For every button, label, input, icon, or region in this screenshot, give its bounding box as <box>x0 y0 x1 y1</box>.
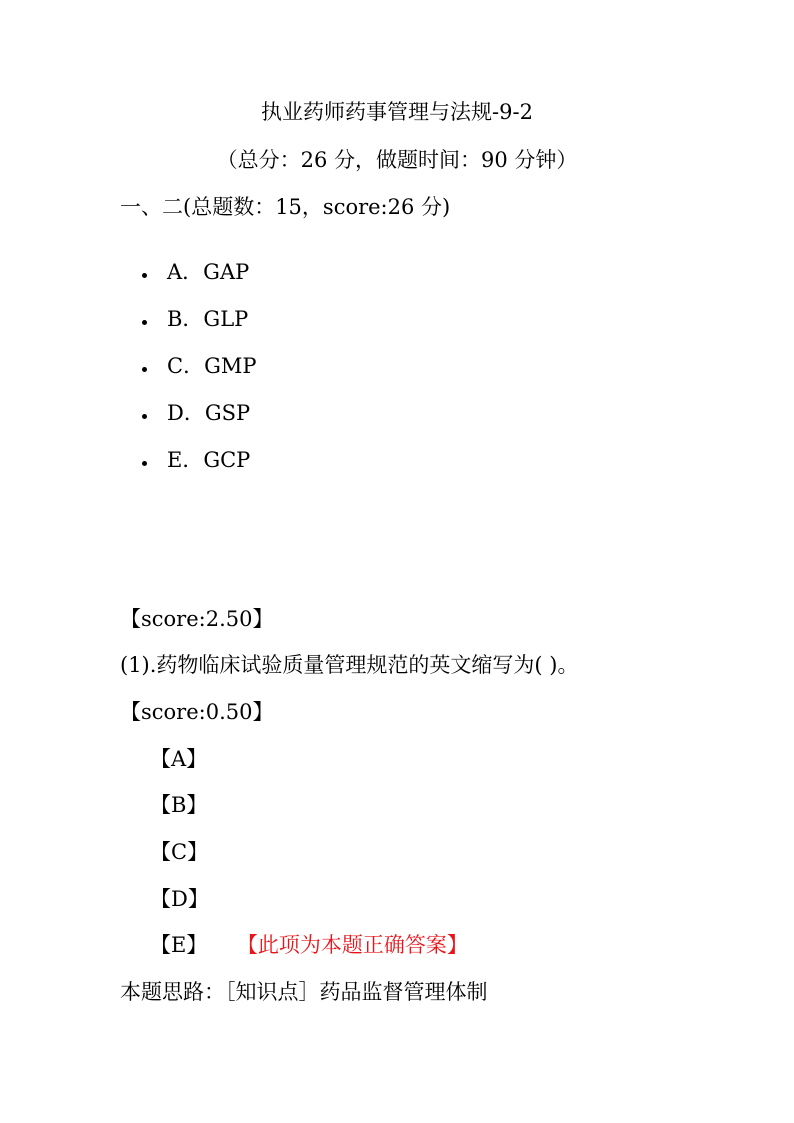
document-title: 执业药师药事管理与法规-9-2 <box>261 100 533 124</box>
answer-item-b <box>150 791 207 819</box>
option-item-b <box>142 305 248 333</box>
option-label: C．GMP <box>167 354 257 378</box>
group-score: 【score:2.50】 <box>120 607 274 631</box>
answer-label: 【B】 <box>150 793 208 817</box>
bullet-icon <box>142 367 147 372</box>
document-subtitle: （总分：26 分，做题时间：90 分钟） <box>216 148 578 172</box>
bullet-icon <box>142 273 147 278</box>
option-label: A．GAP <box>167 260 250 284</box>
bullet-icon <box>142 461 147 466</box>
answer-item-e <box>150 931 468 959</box>
question-text: (1).药物临床试验质量管理规范的英文缩写为( )。 <box>120 653 579 677</box>
option-item-c <box>142 352 256 380</box>
section-heading: 一、二(总题数：15，score:26 分) <box>120 195 451 219</box>
answer-label: 【A】 <box>150 747 208 771</box>
answer-label: 【C】 <box>150 840 209 864</box>
bullet-icon <box>142 320 147 325</box>
correct-answer-note: 【此项为本题正确答案】 <box>247 933 468 957</box>
option-label: E．GCP <box>167 448 251 472</box>
answer-label: 【E】 <box>150 933 208 957</box>
question-score: 【score:0.50】 <box>120 700 274 724</box>
option-label: D．GSP <box>167 401 251 425</box>
bullet-icon <box>142 414 147 419</box>
answer-item-d <box>150 885 209 913</box>
option-item-d <box>142 399 250 427</box>
explanation-text: 本题思路：［知识点］药品监督管理体制 <box>120 980 488 1004</box>
answer-item-c <box>150 838 208 866</box>
answer-item-a <box>150 745 207 773</box>
option-item-e <box>142 446 250 474</box>
option-label: B．GLP <box>167 307 249 331</box>
answer-label: 【D】 <box>150 887 209 911</box>
option-item-a <box>142 258 249 286</box>
